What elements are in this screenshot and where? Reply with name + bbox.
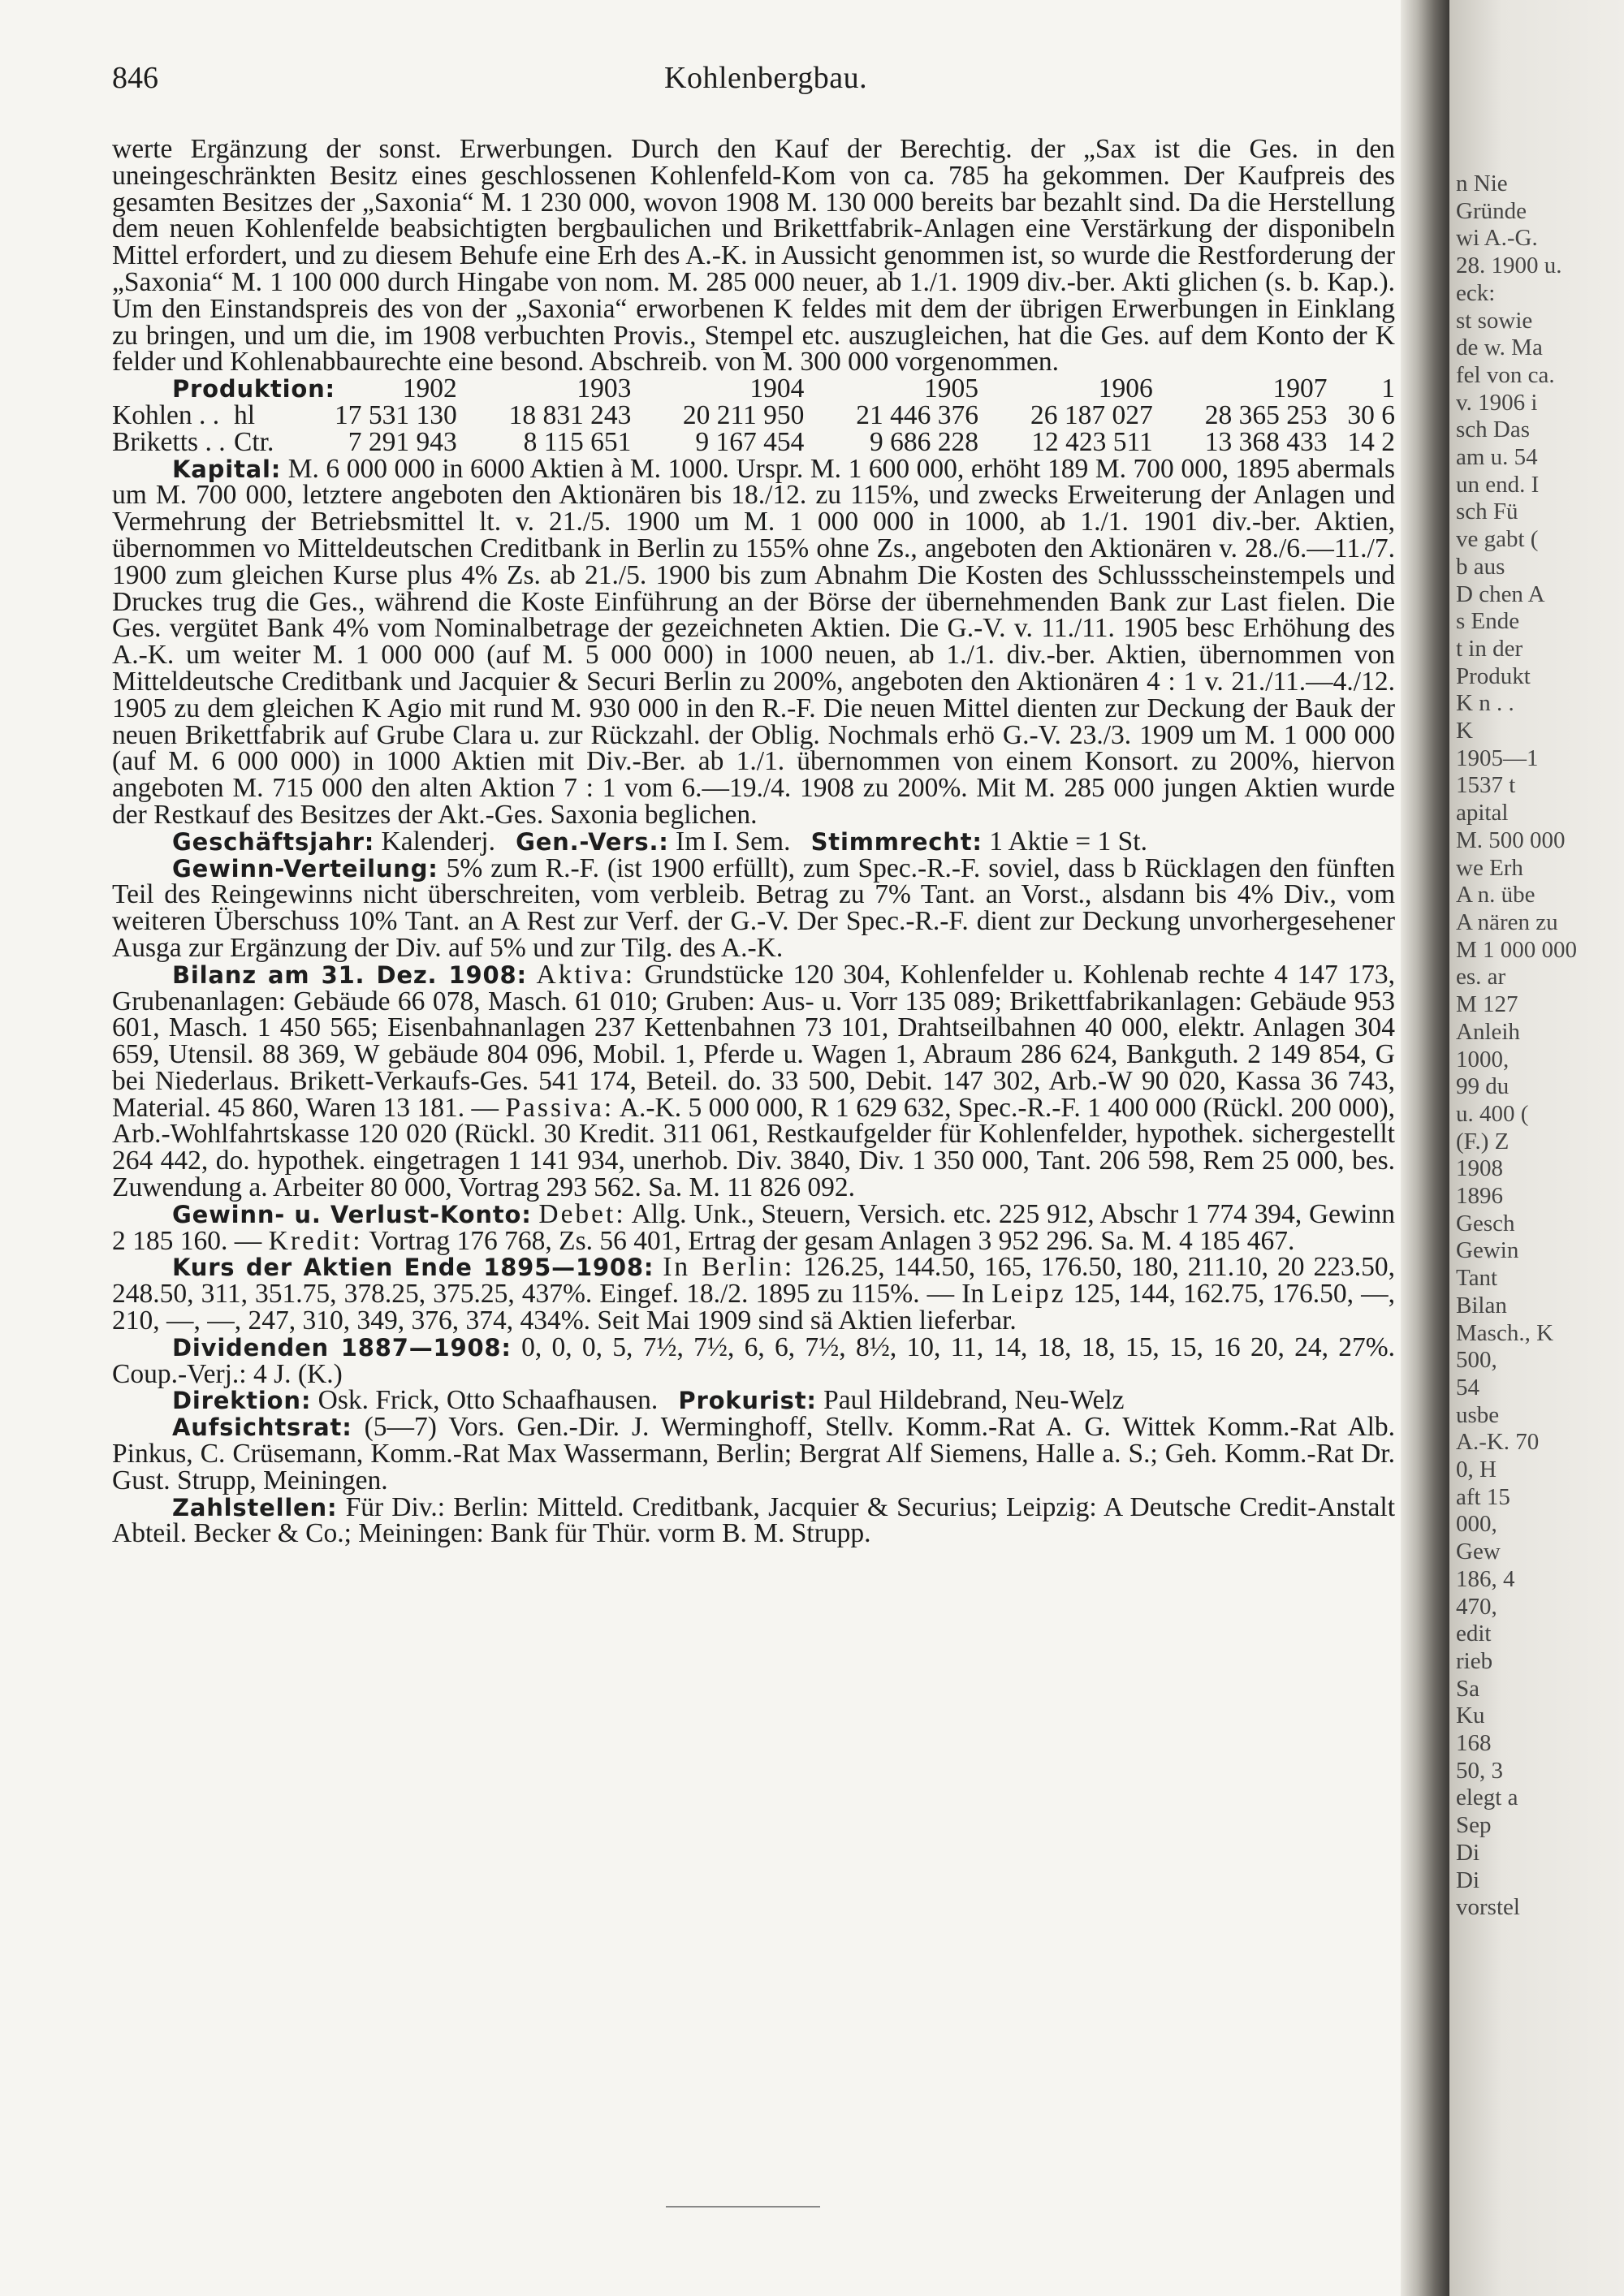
year-cell: 1 [1381, 373, 1395, 404]
value-cell: 17 531 130 [334, 399, 457, 430]
dividenden-section [112, 1331, 1395, 1389]
next-page-line: wi A.-G. [1456, 225, 1538, 252]
next-page-line: M. 500 000 [1456, 826, 1566, 853]
next-page-line: 1905—1 [1456, 744, 1539, 771]
next-page-line: Di [1456, 1867, 1479, 1893]
book-gutter [1401, 0, 1449, 2296]
next-page-line: aft 15 [1456, 1483, 1510, 1510]
next-page-line: Ku [1456, 1703, 1485, 1729]
produktion-row-kohlen [112, 403, 1395, 429]
next-page-line: 186, 4 [1456, 1565, 1515, 1592]
gewinnverteilung-label: Gewinn-Verteilung: [172, 854, 438, 883]
direktion-text: Osk. Frick, Otto Schaafhausen. [317, 1385, 659, 1416]
next-page-line: Anleih [1456, 1018, 1520, 1045]
aktiva-label: Aktiva: [536, 959, 635, 990]
prokurist-label: Prokurist: [678, 1387, 817, 1415]
running-title: Kohlenbergbau. [664, 61, 868, 95]
next-page-line: 28. 1900 u. [1456, 252, 1562, 279]
genvers-text: Im I. Sem. [676, 826, 791, 857]
prokurist-text: Paul Hildebrand, Neu-Welz [823, 1385, 1125, 1416]
next-page-line: Produkt [1456, 662, 1531, 689]
kapital-section [112, 453, 1396, 830]
year-cell: 1905 [924, 373, 979, 404]
stimmrecht-label: Stimmrecht: [810, 827, 983, 856]
next-page-fragments [1456, 170, 1624, 1922]
value-cell: 7 291 943 [348, 426, 457, 457]
zahlstellen-text: Für Div.: Berlin: Mitteld. Creditbank, Jacquier & Securius; Leipzig: A Deutsche Credit-Anstalt Abteil. Becker & Co.; Meiningen: Bank für Thür. vorm B. M. Strupp. [112, 1491, 1396, 1549]
next-page-line: t in der [1456, 635, 1523, 662]
value-cell: 12 423 511 [1031, 426, 1153, 457]
next-page-line: ve gabt ( [1456, 526, 1539, 553]
next-page-line: 54 [1456, 1374, 1479, 1400]
next-page-line: Gründe [1456, 197, 1527, 224]
geschaeftsjahr-text: Kalenderj. [381, 826, 495, 857]
passiva-text: A.-K. 5 000 000, R 1 629 632, Spec.-R.-F. 1 400 000 (Rückl. 200 000), Arb.-Wohlfahrtskasse 120 020 (Rückl. 30 Kredit. 311 061, Restkaufgelder für Kohlenfelder, hypothek. sichergestellt 264 442, do. hypothek. eingetragen 1 141 934, unerhob. Div. 3840, Div. 1 350 000, Tant. 206 598, Rem 25 000, bes. Zuwendung a. Arbeiter 80 000, Vortrag 293 562. Sa. M. 11 826 092. [112, 1092, 1395, 1203]
aufsichtsrat-section [112, 1414, 1395, 1494]
year-cell: 1906 [1098, 373, 1153, 404]
stimmrecht-text: 1 Aktie = 1 St. [989, 826, 1147, 857]
next-page-line: de w. Ma [1456, 334, 1543, 361]
guv-label: Gewinn- u. Verlust-Konto: [172, 1200, 532, 1228]
guv-section [112, 1198, 1396, 1256]
next-page-line: Di [1456, 1839, 1479, 1866]
next-page-line: Bilan [1456, 1292, 1507, 1318]
gewinnverteilung-section [112, 852, 1396, 963]
direktion-label: Direktion: [172, 1387, 312, 1415]
kurs-text-2: 125, 144, 162.75, 176.50, —, 210, —, —, 247, 310, 349, 376, 374, 434%. Seit Mai 1909 sind sä Aktien lieferbar. [112, 1279, 1395, 1336]
kredit-text: Vortrag 176 768, Zs. 56 401, Ertrag der gesam Anlagen 3 952 296. Sa. M. 4 185 467. [369, 1225, 1295, 1256]
kapital-text: M. 6 000 000 in 6000 Aktien à M. 1000. Urspr. M. 1 600 000, erhöht 189 M. 700 000, 1895 abermals um M. 700 000, letztere angeboten den Aktionären bis 18./12. zu 115%, und zwecks Erweiterung der Anlagen und Vermehrung der Betriebsmittel lt. v. 21./5. 1900 um M. 1 000 000 in 1000, ab 1./1. 1901 div.-ber. Aktien, übernommen vo Mitteldeutschen Creditbank in Berlin zu 155% ohne Zs., angeboten den Aktionären v. 28./6.—11./7. 1900 zum gleichen Kurse plus 4% Zs. ab 21./5. 1900 bis zum Abnahm Die Kosten des Schlussscheinstempels und Druckes trug die Ges., während die Koste Einführung an der Börse der übernehmenden Bank zur Last fielen. Die Ges. vergütet Bank 4% vom Nominalbetrage der gezeichneten Aktien. Die G.-V. v. 11./11. 1905 besc Erhöhung des A.-K. um weiter M. 1 000 000 (auf M. 5 000 000) in 1000 neuen, ab 1./1. div.-ber. Aktien, übernommen von Mitteldeutsche Creditbank und Jacquier & Securi Berlin zu 200%, angeboten den Aktionären 4 : 1 v. 21./11.—4./12. 1905 zu dem gleichen K Agio mit rund M. 930 000 in den R.-F. Die neuen Mittel dienten zur Deckung der Bauk der neuen Brikettfabrik auf Grube Clara u. zur Rückzahl. der Oblig. Nochmals erhö G.-V. 23./3. 1909 um M. 1 000 000 (auf M. 6 000 000) in 1000 Aktien mit Div.-Ber. ab 1./1. übernommen von einem Konsort. zu 200%, hiervon angeboten M. 715 000 den alten Aktion 7 : 1 vom 6.—19./4. 1908 zu 200%. Mit M. 285 000 jungen Aktien wurde der Restkauf des Besitzes der Akt.-Ges. Saxonia beglichen. [112, 453, 1396, 830]
value-cell: 9 686 228 [870, 426, 979, 457]
next-page-line: apital [1456, 800, 1509, 826]
next-page-line: rieb [1456, 1647, 1493, 1674]
next-page-line: M 1 000 000 [1456, 936, 1578, 963]
row-label: Briketts . . [112, 426, 226, 457]
next-page-line: Gew [1456, 1539, 1501, 1565]
next-page-line: st sowie [1456, 307, 1533, 334]
next-page-line: Gesch [1456, 1210, 1515, 1236]
geschaeftsjahr-label: Geschäftsjahr: [172, 827, 375, 856]
next-page-line: v. 1906 i [1456, 389, 1538, 416]
value-cell: 8 115 651 [523, 426, 632, 457]
next-page-line: 1908 [1456, 1155, 1503, 1182]
next-page-line: vorstel [1456, 1894, 1520, 1921]
value-cell: 13 368 433 [1204, 426, 1328, 457]
next-page-line: Masch., K [1456, 1319, 1554, 1346]
value-cell: 14 2 [1347, 426, 1395, 457]
next-page-line: 1537 t [1456, 772, 1516, 799]
kurs-text-1: 126.25, 144.50, 165, 176.50, 180, 211.10, 20 223.50, 248.50, 311, 351.75, 378.25, 375.25, 437%. Eingef. 18./2. 1895 zu 115%. — In [112, 1252, 1396, 1310]
next-page-line: am u. 54 [1456, 444, 1538, 471]
body-text [112, 136, 1395, 1547]
next-page-line: we Erh [1456, 854, 1523, 881]
debet-label: Debet: [538, 1198, 626, 1229]
next-page-line: 99 du [1456, 1073, 1510, 1100]
value-cell: 28 365 253 [1204, 399, 1328, 430]
next-page-line: 000, [1456, 1511, 1497, 1538]
next-page-line: A.-K. 70 [1456, 1429, 1540, 1456]
next-page-line: usbe [1456, 1401, 1500, 1428]
gewinnverteilung-text: 5% zum R.-F. (ist 1900 erfüllt), zum Spec.-R.-F. soviel, dass b Rücklagen den fünften Teil des Reingewinns nicht überschreiten, vom verbleib. Betrag zu 7% Tant. an Vorst., alsdann bis 4% Div., vom weiteren Überschuss 10% Tant. an A Rest zur Verf. der G.-V. Der Spec.-R.-F. dient zur Deckung unvorhergesehener Ausga zur Ergänzung der Div. auf 5% und zur Tilg. des A.-K. [112, 852, 1396, 963]
next-page-line: A n. übe [1456, 882, 1535, 908]
debet-text: Allg. Unk., Steuern, Versich. etc. 225 912, Abschr 1 774 394, Gewinn 2 185 160. — [112, 1198, 1396, 1256]
next-page-line: 168 [1456, 1730, 1492, 1757]
leipzig-label: Leipz [991, 1279, 1066, 1310]
value-cell: 20 211 950 [682, 399, 805, 430]
next-page-line: u. 400 ( [1456, 1100, 1529, 1127]
paragraph-erwerbungen: werte Ergänzung der sonst. Erwerbungen. Durch den Kauf der Berechtig. der „Sax ist die Ges. in den uneingeschränkten Besitz eines geschlossenen Kohlenfeld-Kom von ca. 785 ha gekommen. Der Kaufpreis des gesamten Besitzes der „Saxonia“ M. 1 230 000, wovon 1908 M. 130 000 bereits bar bezahlt sind. Da die Herstellung dem neuen Kohlenfelde beabsichtigten bergbaulichen und Brikettfabrik-Anlagen eine Verstärkung der disponibeln Mittel erfordert, und zu diesem Behufe eine Erh des A.-K. in Aussicht genommen ist, so wurde die Restforderung der „Saxonia“ M. 1 100 000 durch Hingabe von nom. M. 285 000 neuer, ab 1./1. 1909 div.-ber. Akti glichen (s. b. Kap.). Um den Einstandspreis des von der „Saxonia“ erworbenen K feldes mit dem der übrigen Erwerbungen in Einklang zu bringen, und um die, im 1908 verbuchten Provis., Stempel etc. auszugleichen, hat die Ges. auf dem Konto der K felder und Kohlenabbaurechte eine besond. Abschreib. von M. 300 000 vorgenommen. [112, 134, 1395, 378]
next-page-line: 500, [1456, 1347, 1497, 1374]
row-unit: hl [234, 399, 256, 430]
zahlstellen-section [112, 1491, 1396, 1549]
geschaeftsjahr-section [112, 826, 1395, 857]
next-page-line: 50, 3 [1456, 1757, 1503, 1784]
passiva-label: Passiva: [505, 1092, 615, 1123]
next-page-line: Sa [1456, 1675, 1479, 1702]
next-page-line: Sep [1456, 1812, 1492, 1839]
aufsichtsrat-text: (5—7) Vors. Gen.-Dir. J. Werminghoff, Stellv. Komm.-Rat A. G. Wittek Komm.-Rat Alb. Pinkus, C. Crüsemann, Komm.-Rat Max Wassermann, Berlin; Bergrat Alf Siemens, Halle a. S.; Geh. Komm.-Rat Dr. Gust. Strupp, Meiningen. [112, 1412, 1395, 1495]
next-page-line: 1896 [1456, 1183, 1503, 1210]
page-number: 846 [112, 61, 158, 95]
row-label: Kohlen . . [112, 399, 220, 430]
dividenden-label: Dividenden 1887—1908: [172, 1333, 512, 1362]
berlin-label: In Berlin: [663, 1252, 795, 1283]
aufsichtsrat-label: Aufsichtsrat: [172, 1413, 352, 1442]
direktion-section [112, 1385, 1395, 1416]
next-page-line: s Ende [1456, 608, 1520, 635]
end-rule [666, 2206, 820, 2208]
kurs-label: Kurs der Aktien Ende 1895—1908: [172, 1254, 654, 1282]
bilanz-section [112, 959, 1396, 1203]
next-page-line: (F.) Z [1456, 1128, 1510, 1154]
next-page-line: D chen A [1456, 580, 1545, 607]
next-page-line: un end. I [1456, 471, 1540, 498]
value-cell: 30 6 [1347, 399, 1395, 430]
produktion-row-briketts [112, 429, 1395, 456]
year-cell: 1903 [577, 373, 632, 404]
kredit-label: Kredit: [268, 1225, 363, 1256]
next-page-line: n Nie [1456, 170, 1508, 196]
value-cell: 21 446 376 [856, 399, 979, 430]
dividenden-text: 0, 0, 0, 5, 7½, 7½, 6, 6, 7½, 8½, 10, 11, 14, 18, 18, 15, 15, 16 20, 24, 27%. Coup.-Verj.: 4 J. (K.) [112, 1331, 1395, 1389]
next-page-line: eck: [1456, 279, 1496, 306]
bilanz-label: Bilanz am 31. Dez. 1908: [172, 960, 527, 989]
year-cell: 1904 [749, 373, 805, 404]
value-cell: 18 831 243 [508, 399, 632, 430]
kurs-section [112, 1254, 1395, 1334]
next-page-line: 1000, [1456, 1046, 1510, 1072]
genvers-label: Gen.-Vers.: [516, 827, 669, 856]
year-cell: 1907 [1272, 373, 1328, 404]
next-page-line: K [1456, 718, 1473, 744]
next-page-line: b aus [1456, 553, 1505, 580]
next-page-line: edit [1456, 1621, 1492, 1647]
next-page-line: sch Fü [1456, 498, 1518, 525]
next-page-edge [1449, 0, 1624, 2296]
zahlstellen-label: Zahlstellen: [172, 1493, 338, 1521]
kapital-label: Kapital: [172, 455, 282, 483]
produktion-label: Produktion: [172, 375, 335, 404]
next-page-line: sch Das [1456, 416, 1531, 443]
next-page-line: Gewin [1456, 1237, 1519, 1264]
next-page-line: K n . . [1456, 690, 1514, 717]
row-unit: Ctr. [234, 426, 274, 457]
next-page-line: M 127 [1456, 991, 1518, 1018]
value-cell: 9 167 454 [695, 426, 805, 457]
next-page-line: elegt a [1456, 1785, 1518, 1811]
year-cell: 1902 [402, 373, 457, 404]
next-page-line: fel von ca. [1456, 361, 1555, 388]
next-page-line: es. ar [1456, 964, 1506, 990]
next-page-line: Tant [1456, 1265, 1498, 1292]
value-cell: 26 187 027 [1030, 399, 1153, 430]
page-header [112, 60, 1379, 101]
next-page-line: A nären zu [1456, 908, 1558, 935]
next-page-line: 0, H [1456, 1457, 1497, 1483]
aktiva-text: Grundstücke 120 304, Kohlenfelder u. Kohlenab rechte 4 147 173, Grubenanlagen: Gebäude 66 078, Masch. 61 010; Gruben: Aus- u. Vorr 135 089; Brikettfabrikanlagen: Gebäude 953 601, Masch. 1 450 565; Eisenbahnanlagen 237 Kettenbahnen 73 101, Drahtseilbahnen 40 000, elektr. Anlagen 304 659, Utensil. 88 369, W gebäude 804 096, Mobil. 1, Pferde u. Wagen 1, Abraum 286 624, Bankguth. 2 149 854, G bei Niederlaus. Brikett-Verkaufs-Ges. 541 174, Beteil. do. 33 500, Debit. 147 302, Arb.-W 90 020, Kassa 36 743, Material. 45 860, Waren 13 181. — [112, 959, 1396, 1123]
next-page-line: 470, [1456, 1593, 1497, 1620]
